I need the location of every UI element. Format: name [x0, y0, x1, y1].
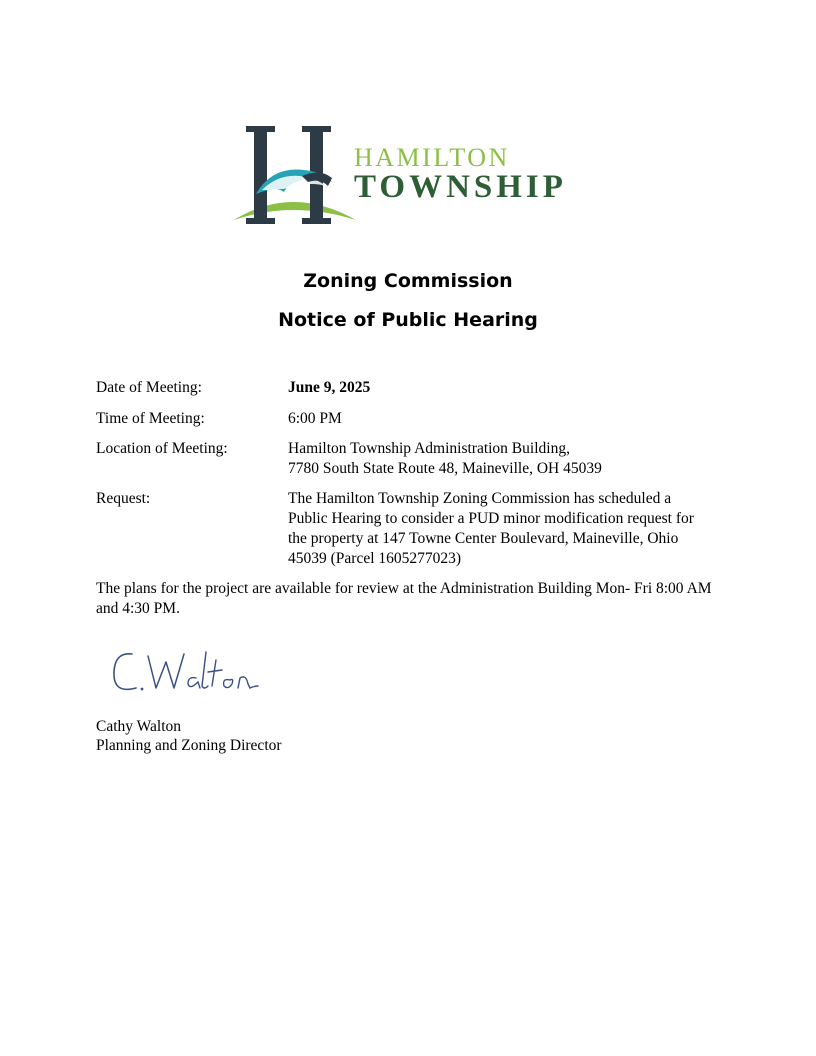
page-title: Zoning Commission — [303, 270, 513, 292]
request-line-3: the property at 147 Towne Center Boulevard, Maineville, Ohio — [288, 530, 679, 547]
request-line-1: The Hamilton Township Zoning Commission has scheduled a — [288, 490, 672, 507]
signer-title: Planning and Zoning Director — [96, 736, 282, 754]
location-value — [288, 439, 728, 479]
time-value: 6:00 PM — [288, 410, 342, 427]
handwritten-signature — [108, 640, 268, 705]
h-swoosh-logo-mark — [232, 124, 362, 226]
location-line-1: Hamilton Township Administration Building, — [288, 440, 570, 457]
request-line-4: 45039 (Parcel 1605277023) — [288, 550, 462, 567]
location-label: Location of Meeting: — [96, 440, 228, 457]
date-label: Date of Meeting: — [96, 379, 202, 396]
plans-availability-note: The plans for the project are available for review at the Administration Building Mon- Fri 8:00 AM and 4:30 PM. — [96, 580, 712, 617]
township-logo — [232, 124, 588, 226]
request-value — [288, 489, 728, 569]
location-line-2: 7780 South State Route 48, Maineville, OH 45039 — [288, 460, 602, 477]
logo-hamilton-text: HAMILTON — [354, 143, 510, 172]
date-value: June 9, 2025 — [288, 379, 371, 396]
signer-name: Cathy Walton — [96, 718, 182, 735]
logo-township-text: TOWNSHIP — [354, 169, 567, 205]
page-subtitle: Notice of Public Hearing — [278, 309, 538, 331]
signer-block — [96, 718, 282, 755]
request-label: Request: — [96, 490, 151, 507]
time-label: Time of Meeting: — [96, 410, 205, 427]
request-line-2: Public Hearing to consider a PUD minor modification request for — [288, 510, 694, 527]
